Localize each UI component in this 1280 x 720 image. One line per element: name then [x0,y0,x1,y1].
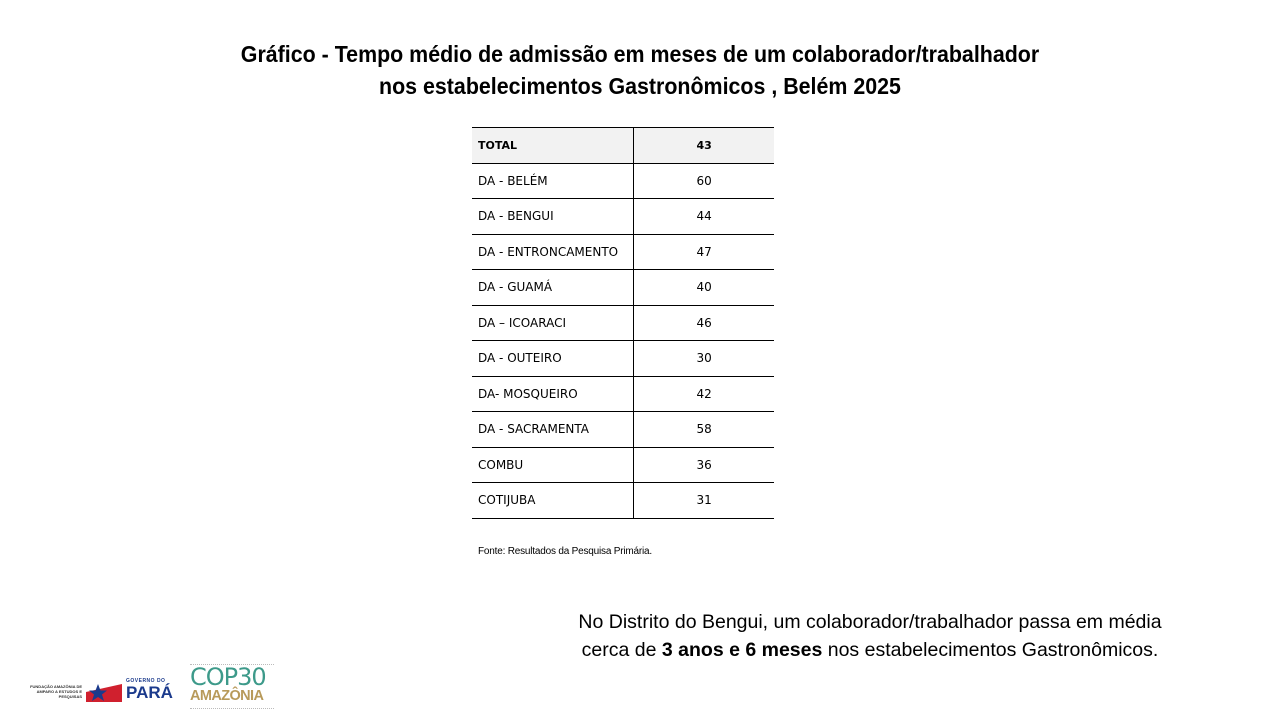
conclusion-line-1: No Distrito do Bengui, um colaborador/trabalhador passa em média [578,611,1162,633]
table-row [472,483,774,519]
slide-title [45,38,1235,102]
table-row [472,376,774,412]
conclusion-line-2 [545,636,1195,664]
footer-logos [30,664,280,716]
admission-time-table [472,127,774,519]
district-name: DA - ENTRONCAMENTO [472,234,633,270]
district-name: DA - BENGUI [472,199,633,235]
district-name: DA – ICOARACI [472,305,633,341]
para-flag-star-icon [84,678,124,708]
cop30-amazonia-logo [190,664,274,716]
conclusion-prefix: cerca de [581,639,662,661]
district-name: COTIJUBA [472,483,633,519]
months-value: 60 [633,163,774,199]
district-name: DA - OUTEIRO [472,341,633,377]
district-name: COMBU [472,447,633,483]
cop-bottom-rule [190,708,274,713]
months-value: 47 [633,234,774,270]
table-row [472,234,774,270]
conclusion-highlight: 3 anos e 6 meses [661,639,823,661]
table-row [472,447,774,483]
table-row [472,270,774,306]
title-line-1: Gráfico - Tempo médio de admissão em meses de um colaborador/trabalhador [240,41,1040,67]
table-row [472,163,774,199]
amazonia-label: AMAZÔNIA [190,688,264,704]
months-value: 58 [633,412,774,448]
source-note: Fonte: Resultados da Pesquisa Primária. [478,546,652,557]
district-name: DA - BELÉM [472,163,633,199]
district-name: DA - SACRAMENTA [472,412,633,448]
para-name: PARÁ [126,683,173,702]
table-row [472,412,774,448]
conclusion-suffix: nos estabelecimentos Gastronômicos. [822,639,1159,661]
cop30-label: COP30 [190,663,266,691]
fapespa-logo: FUNDAÇÃO AMAZÔNIA DE AMPARO A ESTUDOS E PESQUISAS [30,684,82,699]
title-line-2: nos estabelecimentos Gastronômicos , Belém 2025 [379,73,901,99]
governo-label: GOVERNO DO [126,678,166,684]
district-name: DA - GUAMÁ [472,270,633,306]
months-value: 46 [633,305,774,341]
months-value: 40 [633,270,774,306]
district-name: TOTAL [472,128,633,164]
months-value: 44 [633,199,774,235]
table-row [472,199,774,235]
months-value: 31 [633,483,774,519]
months-value: 42 [633,376,774,412]
table-row [472,305,774,341]
months-value: 36 [633,447,774,483]
conclusion-text [545,608,1195,664]
months-value: 43 [633,128,774,164]
district-name: DA- MOSQUEIRO [472,376,633,412]
table-row [472,341,774,377]
governo-para-logo [126,678,173,701]
months-value: 30 [633,341,774,377]
table-row-total [472,128,774,164]
